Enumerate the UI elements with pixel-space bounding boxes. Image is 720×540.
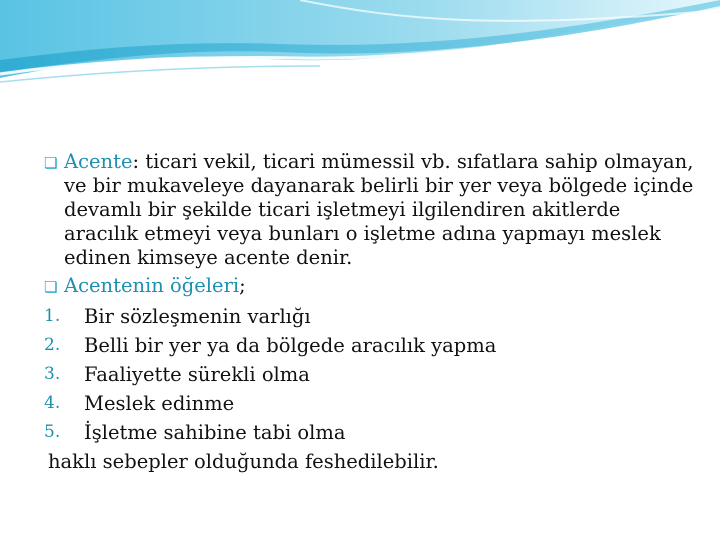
checkbox-bullet-icon: ❏ — [44, 154, 58, 172]
list-item-text: Meslek edinme — [84, 392, 235, 415]
elements-heading — [44, 274, 694, 298]
list-item-number: 5. — [44, 422, 61, 442]
slide-content — [44, 150, 694, 476]
list-item-number: 2. — [44, 335, 61, 355]
list-item-number: 4. — [44, 393, 61, 413]
list-item — [44, 418, 694, 447]
list-item-text: Bir sözleşmenin varlığı — [84, 305, 311, 328]
decorative-wave-header — [0, 0, 720, 90]
list-item — [44, 360, 694, 389]
checkbox-bullet-icon: ❏ — [44, 278, 58, 296]
list-item — [44, 389, 694, 418]
list-item-text: İşletme sahibine tabi olma — [84, 421, 346, 444]
list-item-text: Faaliyette sürekli olma — [84, 363, 310, 386]
elements-heading-suffix: ; — [239, 274, 246, 297]
definition-term: Acente — [64, 150, 133, 173]
elements-heading-term: Acentenin öğeleri — [64, 274, 240, 297]
list-item-number: 1. — [44, 306, 61, 326]
list-item — [44, 331, 694, 360]
closing-text: haklı sebepler olduğunda feshedilebilir. — [48, 450, 439, 473]
elements-list — [44, 302, 694, 447]
definition-paragraph — [44, 150, 694, 270]
list-item-number: 3. — [44, 364, 61, 384]
definition-text: : ticari vekil, ticari mümessil vb. sıfatlara sahip olmayan, ve bir mukaveleye dayanarak belirli bir yer veya bölgede içinde devamlı bir şekilde ticari işletmeyi ilgilendiren akitlerde aracılık etmeyi veya bunları o işletme adına yapmayı meslek edinen kimseye acente denir. — [64, 150, 694, 269]
list-item-text: Belli bir yer ya da bölgede aracılık yapma — [84, 334, 497, 357]
list-item — [44, 302, 694, 331]
